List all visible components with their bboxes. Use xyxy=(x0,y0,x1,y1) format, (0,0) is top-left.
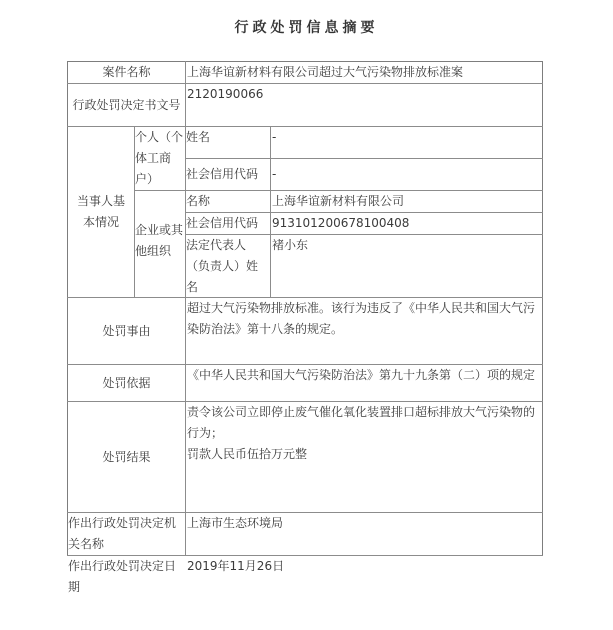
result-value xyxy=(187,402,541,512)
basis-label: 处罚依据 xyxy=(102,375,151,390)
individual-name-value: - xyxy=(272,130,277,144)
org-legal-rep-label: 法定代表人（负责人）姓名 xyxy=(186,238,259,294)
case-name-value: 上海华谊新材料有限公司超过大气污染物排放标准案 xyxy=(187,65,464,79)
org-legal-rep-value: 褚小东 xyxy=(272,238,309,252)
authority-value: 上海市生态环境局 xyxy=(187,516,284,530)
basis-value: 《中华人民共和国大气污染防治法》第九十九条第（二）项的规定 xyxy=(187,368,536,382)
case-name-label: 案件名称 xyxy=(102,65,151,79)
date-label: 作出行政处罚决定日期 xyxy=(68,559,177,594)
party-label: 当事人基本情况 xyxy=(76,194,125,229)
individual-name-label: 姓名 xyxy=(186,130,211,144)
result-line-1: 责令该公司立即停止废气催化氧化装置排口超标排放大气污染物的行为； xyxy=(187,405,536,440)
page-title: 行政处罚信息摘要 xyxy=(234,20,379,36)
decision-number-label: 行政处罚决定书文号 xyxy=(72,97,181,112)
authority-label: 作出行政处罚决定机关名称 xyxy=(68,516,177,551)
organization-label: 企业或其他组织 xyxy=(135,223,184,258)
reason-value: 超过大气污染物排放标准。该行为违反了《中华人民共和国大气污染防治法》第十八条的规定。 xyxy=(187,301,536,336)
column-divider xyxy=(270,126,271,298)
date-value: 2019年11月26日 xyxy=(187,559,285,573)
result-label: 处罚结果 xyxy=(102,449,151,464)
org-name-value: 上海华谊新材料有限公司 xyxy=(272,194,405,208)
reason-label: 处罚事由 xyxy=(102,323,151,338)
org-credit-code-value: 913101200678100408 xyxy=(272,216,410,230)
org-credit-code-label: 社会信用代码 xyxy=(186,216,259,230)
individual-label: 个人（个体工商户） xyxy=(135,130,184,186)
result-line-2: 罚款人民币伍拾万元整 xyxy=(187,447,308,461)
decision-number-value: 2120190066 xyxy=(187,87,264,101)
individual-credit-code-value: - xyxy=(272,167,277,181)
individual-credit-code-label: 社会信用代码 xyxy=(186,167,259,181)
org-name-label: 名称 xyxy=(186,194,211,208)
